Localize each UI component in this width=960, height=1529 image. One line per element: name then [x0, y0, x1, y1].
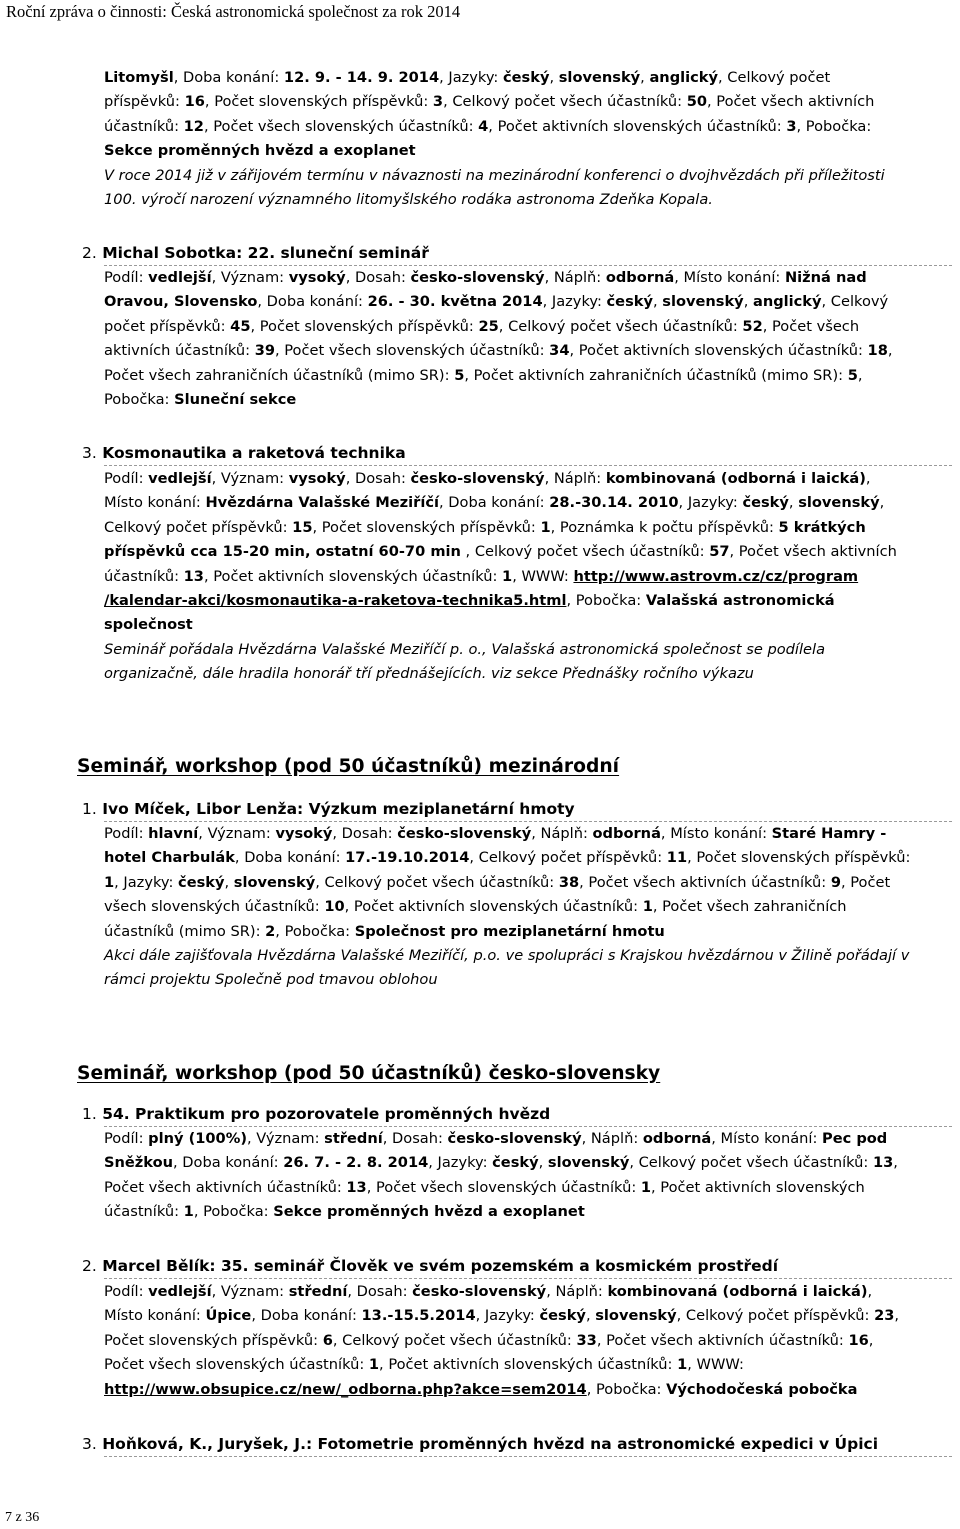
detail-line — [104, 1353, 944, 1377]
field-label: , — [585, 1307, 596, 1325]
field-label: , Jazyky: — [542, 293, 607, 311]
field-value: 13 — [872, 1154, 894, 1172]
note-line: V roce 2014 již v zářijovém termínu v návaznosti na mezinárodní konferenci o dvojhvězdách při příležitosti — [104, 167, 885, 184]
detail-line — [104, 613, 944, 637]
field-label: , Počet všech zahraničních — [652, 898, 847, 916]
item-title-text: 54. Praktikum pro pozorovatele proměnných hvězd — [102, 1105, 551, 1123]
field-value: slovenský — [798, 494, 880, 512]
field-label: , — [868, 1331, 874, 1349]
field-value: 1 — [368, 1356, 380, 1374]
item-kosmonautika-details — [104, 467, 944, 638]
field-value: 18 — [867, 342, 888, 360]
detail-line — [104, 139, 952, 163]
field-value: slovenský — [558, 69, 641, 86]
detail-line — [104, 1378, 944, 1402]
field-value: 26. - 30. května 2014 — [367, 293, 543, 311]
field-label: , Pobočka: — [586, 1380, 667, 1398]
item-intro-note — [104, 164, 952, 213]
note-line: Akci dále zajišťovala Hvězdárna Valašské Meziříčí, p.o. ve spolupráci s Krajskou hvězdárnou v Žilině pořádají v — [104, 947, 910, 964]
note-line: 100. výročí narození významného litomyšlského rodáka astronoma Zdeňka Kopala. — [104, 191, 713, 209]
detail-line — [104, 115, 952, 139]
field-value: 34 — [549, 342, 570, 360]
field-value: 23 — [874, 1307, 895, 1325]
detail-line — [104, 1176, 944, 1200]
field-label: , — [788, 494, 799, 512]
field-label: , Počet všech slovenských účastníků: — [366, 1178, 641, 1196]
field-label: , Doba konání: — [173, 1154, 284, 1172]
field-value: Hvězdárna Valašské Meziříčí — [205, 494, 440, 512]
field-label: Podíl: — [104, 825, 149, 842]
field-value: 26. 7. - 2. 8. 2014 — [283, 1154, 429, 1172]
field-value: český — [606, 293, 653, 311]
field-value: 15 — [292, 518, 313, 536]
document-header-title: Roční zpráva o činnosti: Česká astronomická společnost za rok 2014 — [6, 2, 461, 21]
item-clovek-title — [82, 1255, 778, 1277]
title-divider — [104, 1278, 952, 1279]
field-value: Společnost pro meziplanetární hmotu — [354, 922, 665, 940]
field-label: , Význam: — [211, 1283, 289, 1300]
field-value: vedlejší — [148, 269, 212, 286]
field-value: 1 — [640, 1178, 652, 1196]
field-value: Valašská astronomická — [645, 592, 835, 610]
detail-line — [104, 1329, 944, 1353]
field-label: , Počet aktivních zahraničních účastníků (mimo SR): — [464, 366, 848, 384]
field-label: , Pobočka: — [275, 922, 355, 940]
detail-line — [104, 364, 944, 388]
field-label: , Náplň: — [544, 269, 606, 286]
field-label: Místo konání: — [104, 494, 206, 512]
field-label: , Místo konání: — [711, 1130, 822, 1147]
field-value: 3 — [786, 117, 797, 135]
field-value: 2 — [265, 922, 276, 940]
field-label: Podíl: — [104, 1283, 149, 1300]
field-label: , Počet aktivních slovenských účastníků: — [379, 1356, 678, 1374]
field-value: český — [178, 873, 225, 891]
field-label: , Dosah: — [382, 1130, 448, 1147]
field-label: , Počet aktivních slovenských účastníků: — [203, 567, 503, 585]
field-value: 1 — [540, 518, 551, 536]
field-value: odborná — [592, 825, 661, 842]
field-label: , Počet slovenských příspěvků: — [204, 93, 433, 111]
field-value: česko-slovenský — [410, 269, 545, 286]
field-value: plný (100%) — [148, 1130, 247, 1147]
field-value: 11 — [666, 849, 688, 867]
field-label: , Místo konání: — [660, 825, 772, 842]
field-label: všech slovenských účastníků: — [104, 898, 325, 916]
detail-line — [104, 822, 952, 846]
item-number: 1. — [82, 1105, 97, 1123]
field-value: vysoký — [288, 269, 346, 286]
field-value: 5 — [847, 366, 858, 384]
detail-line — [104, 467, 944, 491]
field-label: , Počet všech aktivních — [707, 93, 875, 111]
field-label: , Počet všech aktivních účastníků: — [579, 873, 831, 891]
item-praktikum-title — [82, 1103, 550, 1125]
field-label: Počet všech zahraničních účastníků (mimo SR): — [104, 366, 455, 384]
field-label: , — [538, 1154, 548, 1172]
field-label: , Počet slovenských příspěvků: — [687, 849, 911, 867]
field-label: Počet slovenských příspěvků: — [104, 1331, 323, 1349]
field-label: aktivních účastníků: — [104, 342, 255, 360]
field-value: 6 — [322, 1331, 333, 1349]
field-value: 3 — [432, 93, 444, 111]
field-value: 52 — [742, 317, 763, 335]
field-label: , Význam: — [247, 1130, 325, 1147]
field-label: , Celkový počet všech účastníků: — [498, 317, 743, 335]
field-label: , Počet všech slovenských účastníků: — [203, 117, 479, 135]
field-label: , — [549, 69, 559, 86]
field-label: počet příspěvků: — [104, 317, 231, 335]
field-label: , Význam: — [211, 470, 289, 487]
field-label: , Doba konání: — [257, 293, 368, 311]
item-number: 2. — [82, 1257, 97, 1275]
item-hmoty-details — [104, 822, 952, 944]
field-label: , Význam: — [198, 825, 276, 842]
field-value: střední — [288, 1283, 348, 1300]
field-value: 1 — [677, 1356, 688, 1374]
detail-line — [104, 1304, 944, 1328]
field-label: , — [857, 366, 863, 384]
field-value: Východočeská pobočka — [666, 1380, 858, 1398]
field-value: Staré Hamry - — [771, 825, 887, 842]
field-value: 5 — [454, 366, 465, 384]
field-value: slovenský — [547, 1154, 630, 1172]
field-label: , — [640, 69, 650, 86]
web-link[interactable]: http://www.astrovm.cz/cz/program — [573, 567, 859, 585]
item-hmoty-note — [104, 944, 952, 993]
field-label: , — [652, 293, 663, 311]
field-value: Nižná nad — [784, 269, 867, 286]
note-line: Seminář pořádala Hvězdárna Valašské Meziříčí p. o., Valašská astronomická společnost se podílela — [104, 641, 826, 658]
item-number: 3. — [82, 1435, 97, 1453]
field-label: , Počet všech aktivních účastníků: — [596, 1331, 849, 1349]
field-label: Podíl: — [104, 470, 149, 487]
field-label: , Dosah: — [345, 269, 411, 286]
field-label: , Počet slovenských příspěvků: — [312, 518, 541, 536]
title-divider — [104, 1456, 952, 1457]
field-label: , Jazyky: — [428, 1154, 493, 1172]
field-value: 50 — [686, 93, 708, 111]
field-label: účastníků: — [104, 1203, 184, 1221]
field-value: Sekce proměnných hvězd a exoplanet — [273, 1203, 585, 1221]
field-label: Místo konání: — [104, 1307, 206, 1325]
field-value: 13 — [183, 567, 204, 585]
field-label: , Celkový počet — [718, 69, 831, 86]
detail-line — [104, 315, 944, 339]
item-slunecni-details — [104, 266, 944, 412]
field-label: , Pobočka: — [796, 117, 872, 135]
field-label: , Celkový počet všech účastníků: — [443, 93, 687, 111]
item-number: 3. — [82, 444, 97, 462]
field-value: Sněžkou — [104, 1154, 174, 1172]
detail-line — [104, 491, 944, 515]
field-label: , WWW: — [687, 1356, 744, 1374]
field-value: anglický — [649, 69, 719, 86]
field-label: , Počet aktivních slovenských účastníků: — [569, 342, 868, 360]
field-label: Podíl: — [104, 1130, 149, 1147]
field-value: 33 — [576, 1331, 597, 1349]
item-number: 2. — [82, 244, 97, 262]
field-label: , Dosah: — [347, 1283, 413, 1300]
note-line: organizačně, dále hradila honorář tří přednášejících. viz sekce Přednášky ročního výkazu — [104, 665, 754, 683]
item-fotometrie-title — [82, 1433, 878, 1455]
section-heading-international: Seminář, workshop (pod 50 účastníků) mezinárodní — [77, 756, 620, 777]
field-label: , Význam: — [211, 269, 289, 286]
field-value: vedlejší — [148, 470, 212, 487]
item-kosmonautika-note — [104, 638, 944, 687]
detail-line — [104, 589, 944, 613]
field-value: český — [503, 69, 550, 86]
item-intro-details — [104, 66, 952, 164]
field-value: Sekce proměnných hvězd a exoplanet — [104, 142, 416, 160]
field-label: účastníků: — [104, 117, 184, 135]
field-value: střední — [324, 1130, 383, 1147]
field-label: účastníků: — [104, 567, 184, 585]
field-label: , Dosah: — [345, 470, 411, 487]
field-value: 12 — [183, 117, 204, 135]
field-label: Pobočka: — [104, 391, 175, 409]
field-value: kombinovaná (odborná i laická) — [605, 470, 866, 487]
field-label: , Doba konání: — [173, 69, 284, 86]
field-value: 9 — [830, 873, 841, 891]
field-label: , WWW: — [512, 567, 574, 585]
field-value: česko-slovenský — [410, 470, 545, 487]
field-value: 45 — [230, 317, 251, 335]
field-label: , Počet všech slovenských účastníků: — [275, 342, 550, 360]
item-kosmonautika-title — [82, 442, 406, 464]
field-value: 5 krátkých — [778, 518, 866, 536]
field-value: 28.-30.14. 2010 — [549, 494, 679, 512]
field-label: , Dosah: — [332, 825, 398, 842]
field-label: , Celkový — [821, 293, 889, 311]
detail-line — [104, 90, 952, 114]
field-value: slovenský — [662, 293, 744, 311]
field-label: , Jazyky: — [678, 494, 743, 512]
field-value: vysoký — [275, 825, 333, 842]
field-value: 17.-19.10.2014 — [345, 849, 470, 867]
field-value: Úpice — [205, 1307, 252, 1325]
field-label: , Počet všech aktivních — [729, 543, 897, 561]
field-label: , Počet aktivních slovenských — [651, 1178, 865, 1196]
item-praktikum-details — [104, 1127, 944, 1225]
field-label: , Celkový počet příspěvků: — [676, 1307, 875, 1325]
field-label: , Celkový počet všech účastníků: — [315, 873, 559, 891]
item-clovek-details — [104, 1280, 944, 1402]
field-value: Pec pod — [822, 1130, 888, 1147]
field-label: , — [865, 470, 871, 487]
item-hmoty-title — [82, 798, 575, 820]
detail-line — [104, 266, 944, 290]
title-divider — [104, 465, 952, 466]
field-value: 57 — [709, 543, 730, 561]
field-value: Oravou, Slovensko — [104, 293, 258, 311]
field-value: 12. 9. - 14. 9. 2014 — [283, 69, 440, 86]
field-value: 13 — [346, 1178, 367, 1196]
field-value: vysoký — [288, 470, 346, 487]
field-value: hotel Charbulák — [104, 849, 235, 867]
field-label: , — [879, 494, 885, 512]
detail-line — [104, 846, 952, 870]
field-label: , Náplň: — [546, 1283, 608, 1300]
field-value: společnost — [104, 616, 193, 634]
detail-line — [104, 339, 944, 363]
field-label: účastníků (mimo SR): — [104, 922, 266, 940]
detail-line — [104, 540, 944, 564]
field-value: 16 — [848, 1331, 869, 1349]
field-value: 10 — [324, 898, 345, 916]
field-value: 1 — [642, 898, 653, 916]
field-label: , Celkový počet příspěvků: — [469, 849, 667, 867]
item-title-text: Michal Sobotka: 22. sluneční seminář — [102, 244, 429, 262]
web-link[interactable]: /kalendar-akci/kosmonautika-a-raketova-technika5.html — [104, 592, 567, 610]
field-label: , Doba konání: — [234, 849, 346, 867]
field-value: 16 — [184, 93, 205, 111]
field-label: , Pobočka: — [566, 592, 646, 610]
field-label: , — [887, 342, 893, 360]
detail-line — [104, 565, 944, 589]
field-value: 38 — [558, 873, 580, 891]
field-value: 1 — [104, 873, 115, 891]
field-label: , Počet aktivních slovenských účastníků: — [344, 898, 643, 916]
field-value: kombinovaná (odborná i laická) — [607, 1283, 868, 1300]
detail-line — [104, 1127, 944, 1151]
item-slunecni-title — [82, 242, 429, 264]
field-label: , — [867, 1283, 873, 1300]
field-label: Počet všech aktivních účastníků: — [104, 1178, 347, 1196]
detail-line — [104, 290, 944, 314]
detail-line — [104, 388, 944, 412]
field-label: , Celkový počet všech účastníků: — [629, 1154, 873, 1172]
field-value: česko-slovenský — [397, 825, 532, 842]
field-label: , Počet — [840, 873, 891, 891]
field-value: česko-slovenský — [447, 1130, 582, 1147]
field-label: , Náplň: — [531, 825, 593, 842]
field-label: , Poznámka k počtu příspěvků: — [550, 518, 779, 536]
field-value: příspěvků cca 15-20 min, ostatní 60-70 min — [104, 543, 461, 561]
detail-line — [104, 1280, 944, 1304]
field-value: český — [539, 1307, 586, 1325]
field-value: 1 — [183, 1203, 194, 1221]
item-title-text: Marcel Bělík: 35. seminář Člověk ve svém pozemském a kosmickém prostředí — [102, 1257, 779, 1275]
field-label: , Jazyky: — [475, 1307, 540, 1325]
field-value: odborná — [605, 269, 675, 286]
section-heading-czechoslovak: Seminář, workshop (pod 50 účastníků) česko-slovensky — [77, 1063, 661, 1084]
item-title-text: Ivo Míček, Libor Lenža: Výzkum meziplanetární hmoty — [102, 800, 575, 818]
field-value: český — [742, 494, 789, 512]
field-label: , Celkový počet všech účastníků: — [460, 543, 710, 561]
field-label: , — [893, 1154, 898, 1172]
page-number: 7 z 36 — [5, 1510, 40, 1525]
field-label: , Počet slovenských příspěvků: — [250, 317, 479, 335]
field-value: 39 — [254, 342, 275, 360]
field-label: , Počet všech — [762, 317, 860, 335]
field-label: , Místo konání: — [674, 269, 785, 286]
item-title-text: Hoňková, K., Juryšek, J.: Fotometrie proměnných hvězd na astronomické expedici v Úpici — [102, 1435, 879, 1453]
field-label: Podíl: — [104, 269, 149, 286]
field-label: , — [224, 873, 234, 891]
field-value: 25 — [478, 317, 499, 335]
field-label: Celkový počet příspěvků: — [104, 518, 293, 536]
field-label: , — [894, 1307, 900, 1325]
field-value: 1 — [502, 567, 513, 585]
detail-line — [104, 1151, 944, 1175]
field-value: Litomyšl — [104, 69, 174, 86]
web-link[interactable]: http://www.obsupice.cz/new/_odborna.php?akce=sem2014 — [104, 1380, 587, 1398]
field-value: slovenský — [233, 873, 316, 891]
field-value: 13.-15.5.2014 — [361, 1307, 476, 1325]
detail-line — [104, 920, 952, 944]
field-label: , Pobočka: — [193, 1203, 274, 1221]
field-label: , Počet aktivních slovenských účastníků: — [488, 117, 787, 135]
field-value: 4 — [478, 117, 489, 135]
field-value: slovenský — [595, 1307, 677, 1325]
field-value: vedlejší — [148, 1283, 212, 1300]
field-value: anglický — [752, 293, 822, 311]
detail-line — [104, 871, 952, 895]
field-label: Počet všech slovenských účastníků: — [104, 1356, 369, 1374]
field-label: , Doba konání: — [251, 1307, 362, 1325]
item-number: 1. — [82, 800, 97, 818]
field-value: český — [492, 1154, 539, 1172]
field-value: odborná — [642, 1130, 712, 1147]
field-label: , Celkový počet všech účastníků: — [332, 1331, 577, 1349]
detail-line — [104, 895, 952, 919]
field-label: , Jazyky: — [114, 873, 179, 891]
detail-line — [104, 516, 944, 540]
field-label: , Náplň: — [544, 470, 606, 487]
field-label: , Náplň: — [581, 1130, 643, 1147]
field-value: česko-slovenský — [412, 1283, 547, 1300]
field-label: příspěvků: — [104, 93, 185, 111]
field-value: hlavní — [148, 825, 199, 842]
field-label: , — [743, 293, 753, 311]
detail-line — [104, 66, 952, 90]
note-line: rámci projektu Společně pod tmavou oblohou — [104, 971, 438, 989]
detail-line — [104, 1200, 944, 1224]
field-value: Sluneční sekce — [174, 391, 297, 409]
field-label: , Jazyky: — [439, 69, 503, 86]
field-label: , Doba konání: — [439, 494, 550, 512]
item-title-text: Kosmonautika a raketová technika — [102, 444, 406, 462]
